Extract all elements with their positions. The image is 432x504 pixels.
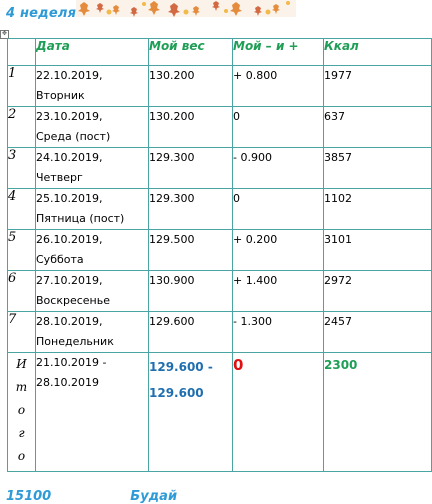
row-date bbox=[36, 230, 149, 271]
total-label-letter: о bbox=[17, 449, 26, 463]
row-weight: 129.600 bbox=[149, 312, 233, 353]
total-date-start: 21.10.2019 - bbox=[36, 356, 107, 369]
row-kcal: 3857 bbox=[324, 148, 432, 189]
row-diff: - 0.900 bbox=[233, 148, 324, 189]
total-weight-start: 129.600 - bbox=[149, 360, 213, 374]
row-weight: 129.500 bbox=[149, 230, 233, 271]
row-date-value: 27.10.2019, bbox=[36, 274, 103, 287]
table-row bbox=[8, 189, 432, 230]
row-weight: 130.200 bbox=[149, 107, 233, 148]
footer-text-fragment bbox=[6, 489, 178, 504]
table-move-handle[interactable]: ✥ bbox=[1, 31, 8, 37]
total-kcal: 2300 bbox=[324, 358, 358, 372]
weight-table bbox=[7, 38, 432, 472]
table-row bbox=[8, 312, 432, 353]
row-date-value: 28.10.2019, bbox=[36, 315, 103, 328]
row-date bbox=[36, 148, 149, 189]
row-diff: + 0.200 bbox=[233, 230, 324, 271]
row-weight: 130.900 bbox=[149, 271, 233, 312]
total-date-range bbox=[36, 353, 149, 472]
table-row bbox=[8, 148, 432, 189]
total-label-letter: г bbox=[18, 426, 25, 440]
total-diff: 0 bbox=[233, 356, 244, 374]
row-number: 7 bbox=[8, 312, 36, 353]
row-number: 6 bbox=[8, 271, 36, 312]
week-title: 4 неделя bbox=[6, 6, 77, 21]
row-day-name: Понедельник bbox=[36, 335, 114, 348]
row-diff: + 1.400 bbox=[233, 271, 324, 312]
total-diff-cell bbox=[233, 353, 324, 472]
autumn-leaves-image bbox=[76, 0, 296, 17]
footer-fragment-part2: Будай bbox=[130, 489, 178, 504]
row-date-value: 26.10.2019, bbox=[36, 233, 103, 246]
row-date bbox=[36, 107, 149, 148]
row-kcal: 2972 bbox=[324, 271, 432, 312]
row-day-name: Воскресенье bbox=[36, 294, 110, 307]
row-number: 5 bbox=[8, 230, 36, 271]
row-kcal: 1977 bbox=[324, 66, 432, 107]
total-date-end: 28.10.2019 bbox=[36, 376, 99, 389]
row-kcal: 3101 bbox=[324, 230, 432, 271]
header-diff: Мой – и + bbox=[233, 39, 324, 66]
table-row bbox=[8, 107, 432, 148]
row-date bbox=[36, 312, 149, 353]
header-date: Дата bbox=[36, 39, 149, 66]
table-row bbox=[8, 66, 432, 107]
row-number: 1 bbox=[8, 66, 36, 107]
row-number: 2 bbox=[8, 107, 36, 148]
row-diff: + 0.800 bbox=[233, 66, 324, 107]
total-row bbox=[8, 353, 432, 472]
row-day-name: Пятница (пост) bbox=[36, 212, 125, 225]
row-date bbox=[36, 271, 149, 312]
row-weight: 130.200 bbox=[149, 66, 233, 107]
row-kcal: 2457 bbox=[324, 312, 432, 353]
row-date bbox=[36, 66, 149, 107]
total-weight-end: 129.600 bbox=[149, 386, 204, 400]
row-day-name: Среда (пост) bbox=[36, 130, 111, 143]
row-date-value: 23.10.2019, bbox=[36, 110, 103, 123]
total-label bbox=[8, 353, 36, 472]
row-day-name: Вторник bbox=[36, 89, 85, 102]
total-label-letter: о bbox=[17, 403, 26, 417]
total-label-letter: И bbox=[16, 357, 27, 371]
header-kcal: Ккал bbox=[324, 39, 432, 66]
row-number: 3 bbox=[8, 148, 36, 189]
row-kcal: 1102 bbox=[324, 189, 432, 230]
row-day-name: Четверг bbox=[36, 171, 83, 184]
autumn-leaves-banner bbox=[76, 0, 296, 17]
row-weight: 129.300 bbox=[149, 148, 233, 189]
total-kcal-cell bbox=[324, 353, 432, 472]
footer-fragment-part1: 15100 bbox=[6, 489, 52, 504]
table-row bbox=[8, 230, 432, 271]
row-weight: 129.300 bbox=[149, 189, 233, 230]
table-row bbox=[8, 271, 432, 312]
row-date-value: 24.10.2019, bbox=[36, 151, 103, 164]
row-kcal: 637 bbox=[324, 107, 432, 148]
row-date-value: 22.10.2019, bbox=[36, 69, 103, 82]
row-date-value: 25.10.2019, bbox=[36, 192, 103, 205]
header-number bbox=[8, 39, 36, 66]
table-header-row bbox=[8, 39, 432, 66]
row-diff: - 1.300 bbox=[233, 312, 324, 353]
row-diff: 0 bbox=[233, 189, 324, 230]
row-diff: 0 bbox=[233, 107, 324, 148]
total-label-letter: т bbox=[15, 380, 28, 394]
header-weight: Мой вес bbox=[149, 39, 233, 66]
total-weight bbox=[149, 353, 233, 472]
row-number: 4 bbox=[8, 189, 36, 230]
row-date bbox=[36, 189, 149, 230]
row-day-name: Суббота bbox=[36, 253, 84, 266]
